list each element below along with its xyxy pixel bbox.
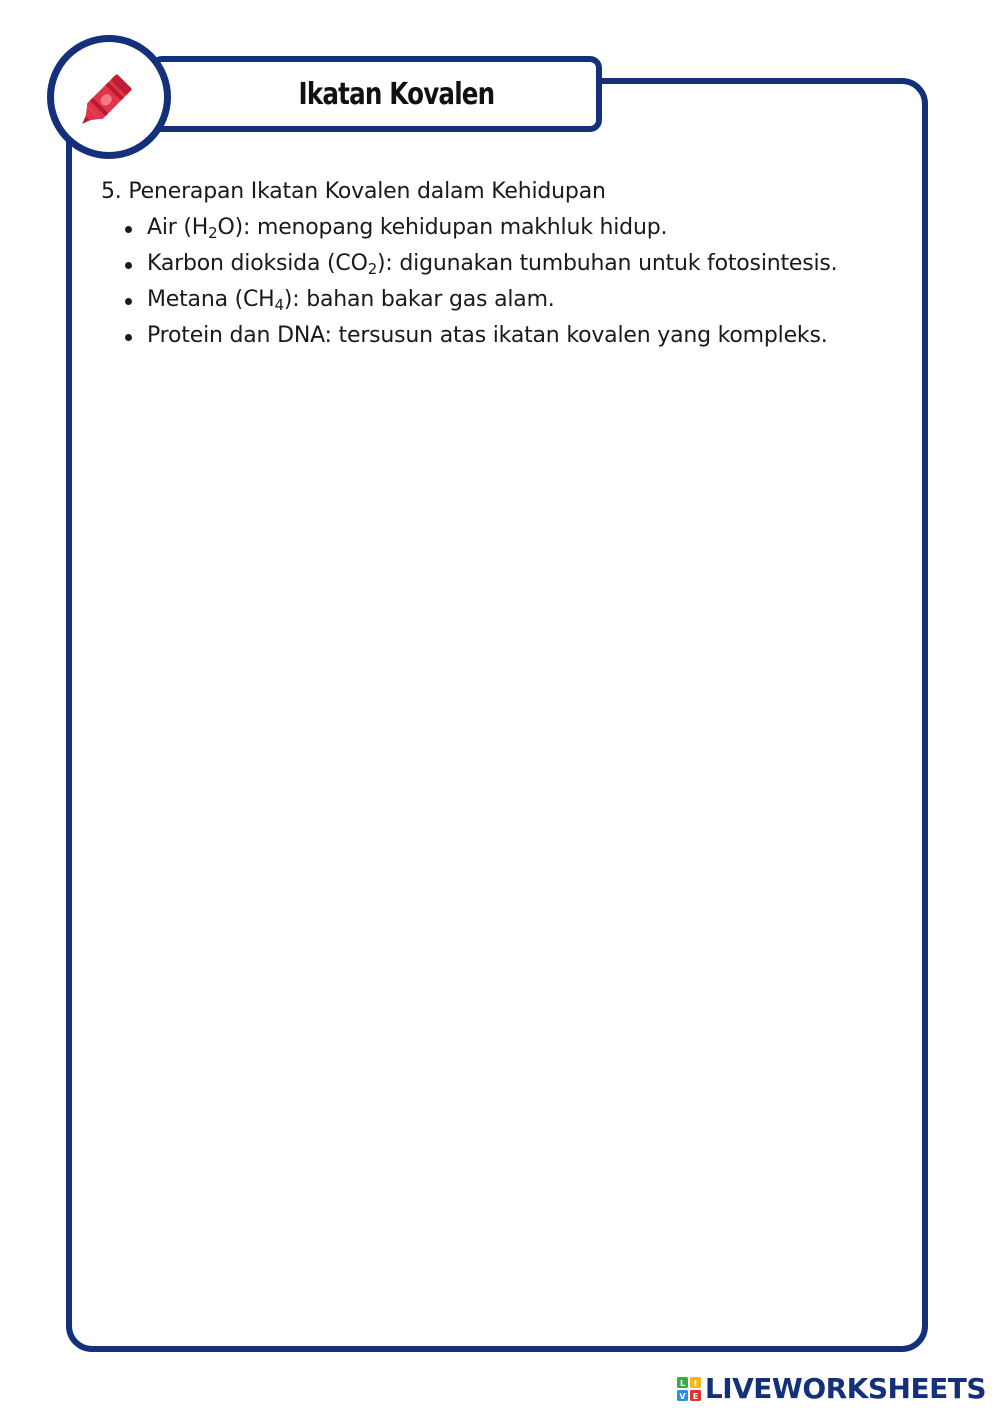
- brand-name: LIVEWORKSHEETS: [704, 1372, 986, 1405]
- liveworksheets-logo-icon: [677, 1377, 701, 1401]
- svg-text:L: L: [679, 1378, 685, 1388]
- page-title: Ikatan Kovalen: [298, 76, 494, 112]
- list-item: Protein dan DNA: tersusun atas ikatan kovalen yang kompleks.: [147, 318, 901, 354]
- list-item: Karbon dioksida $(CO_2)$: digunakan tumbuhan untuk fotosintesis.: [147, 246, 901, 282]
- svg-text:V: V: [679, 1391, 686, 1401]
- list-item: Metana $(CH_4)$: bahan bakar gas alam.: [147, 282, 901, 318]
- title-tab: [150, 56, 602, 132]
- crayon-badge: [47, 35, 171, 159]
- list-item: Air $(H_2O)$: menopang kehidupan makhluk hidup.: [147, 210, 901, 246]
- application-list: [101, 210, 901, 354]
- svg-text:I: I: [693, 1378, 697, 1388]
- content-area: [101, 174, 901, 354]
- liveworksheets-footer: [677, 1372, 986, 1405]
- crayon-icon: [67, 55, 151, 139]
- svg-text:E: E: [692, 1391, 699, 1401]
- section-heading: 5. Penerapan Ikatan Kovalen dalam Kehidupan: [101, 179, 606, 204]
